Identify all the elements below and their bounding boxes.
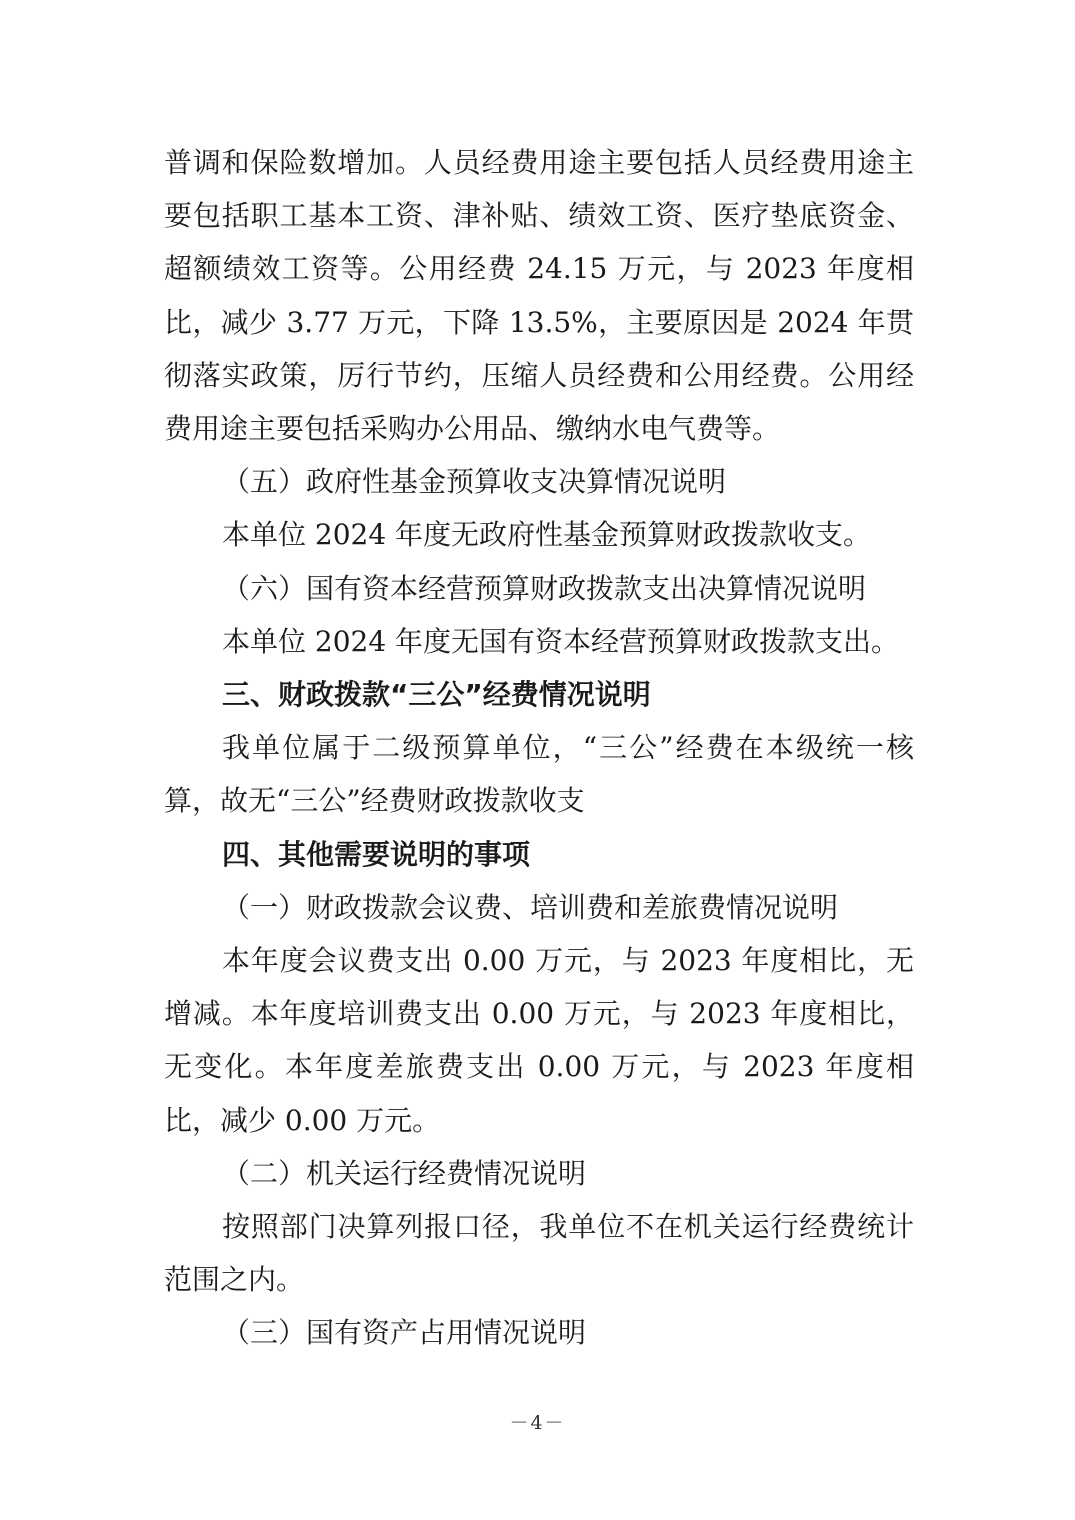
subheading-state-assets: （三）国有资产占用情况说明 (222, 1316, 587, 1350)
paragraph-three-public-expenses: 我单位属于二级预算单位，“三公”经费在本级统一核算，故无“三公”经费财政拨款收支 (164, 731, 914, 818)
subheading-government-fund-budget: （五）政府性基金预算收支决算情况说明 (222, 465, 727, 499)
subheading-agency-operating-expenses: （二）机关运行经费情况说明 (222, 1156, 587, 1190)
paragraph-government-fund-budget: 本单位 2024 年度无政府性基金预算财政拨款收支。 (222, 518, 872, 552)
heading-three-public-expenses: 三、财政拨款“三公”经费情况说明 (222, 678, 651, 712)
subheading-meeting-training-travel: （一）财政拨款会议费、培训费和差旅费情况说明 (222, 890, 839, 924)
document-body (164, 136, 914, 1360)
heading-other-matters: 四、其他需要说明的事项 (222, 837, 531, 871)
subheading-state-capital-budget: （六）国有资本经营预算财政拨款支出决算情况说明 (222, 571, 867, 605)
page-number: －4－ (509, 1412, 566, 1434)
paragraph-state-capital-budget: 本单位 2024 年度无国有资本经营预算财政拨款支出。 (222, 624, 900, 658)
paragraph-meeting-training-travel: 本年度会议费支出 0.00 万元，与 2023 年度相比，无增减。本年度培训费支出 0.00 万元，与 2023 年度相比，无变化。本年度差旅费支出 0.00 万元，与 2023 年度相比，减少 0.00 万元。 (164, 944, 914, 1137)
paragraph-personnel-public-expenses: 普调和保险数增加。人员经费用途主要包括人员经费用途主要包括职工基本工资、津补贴、绩效工资、医疗垫底资金、超额绩效工资等。公用经费 24.15 万元，与 2023 年度相比，减少 3.77 万元，下降 13.5%，主要原因是 2024 年贯彻落实政策，厉行节约，压缩人员经费和公用经费。公用经费用途主要包括采购办公用品、缴纳水电气费等。 (164, 146, 914, 446)
paragraph-agency-operating-expenses: 按照部门决算列报口径，我单位不在机关运行经费统计范围之内。 (164, 1210, 914, 1297)
